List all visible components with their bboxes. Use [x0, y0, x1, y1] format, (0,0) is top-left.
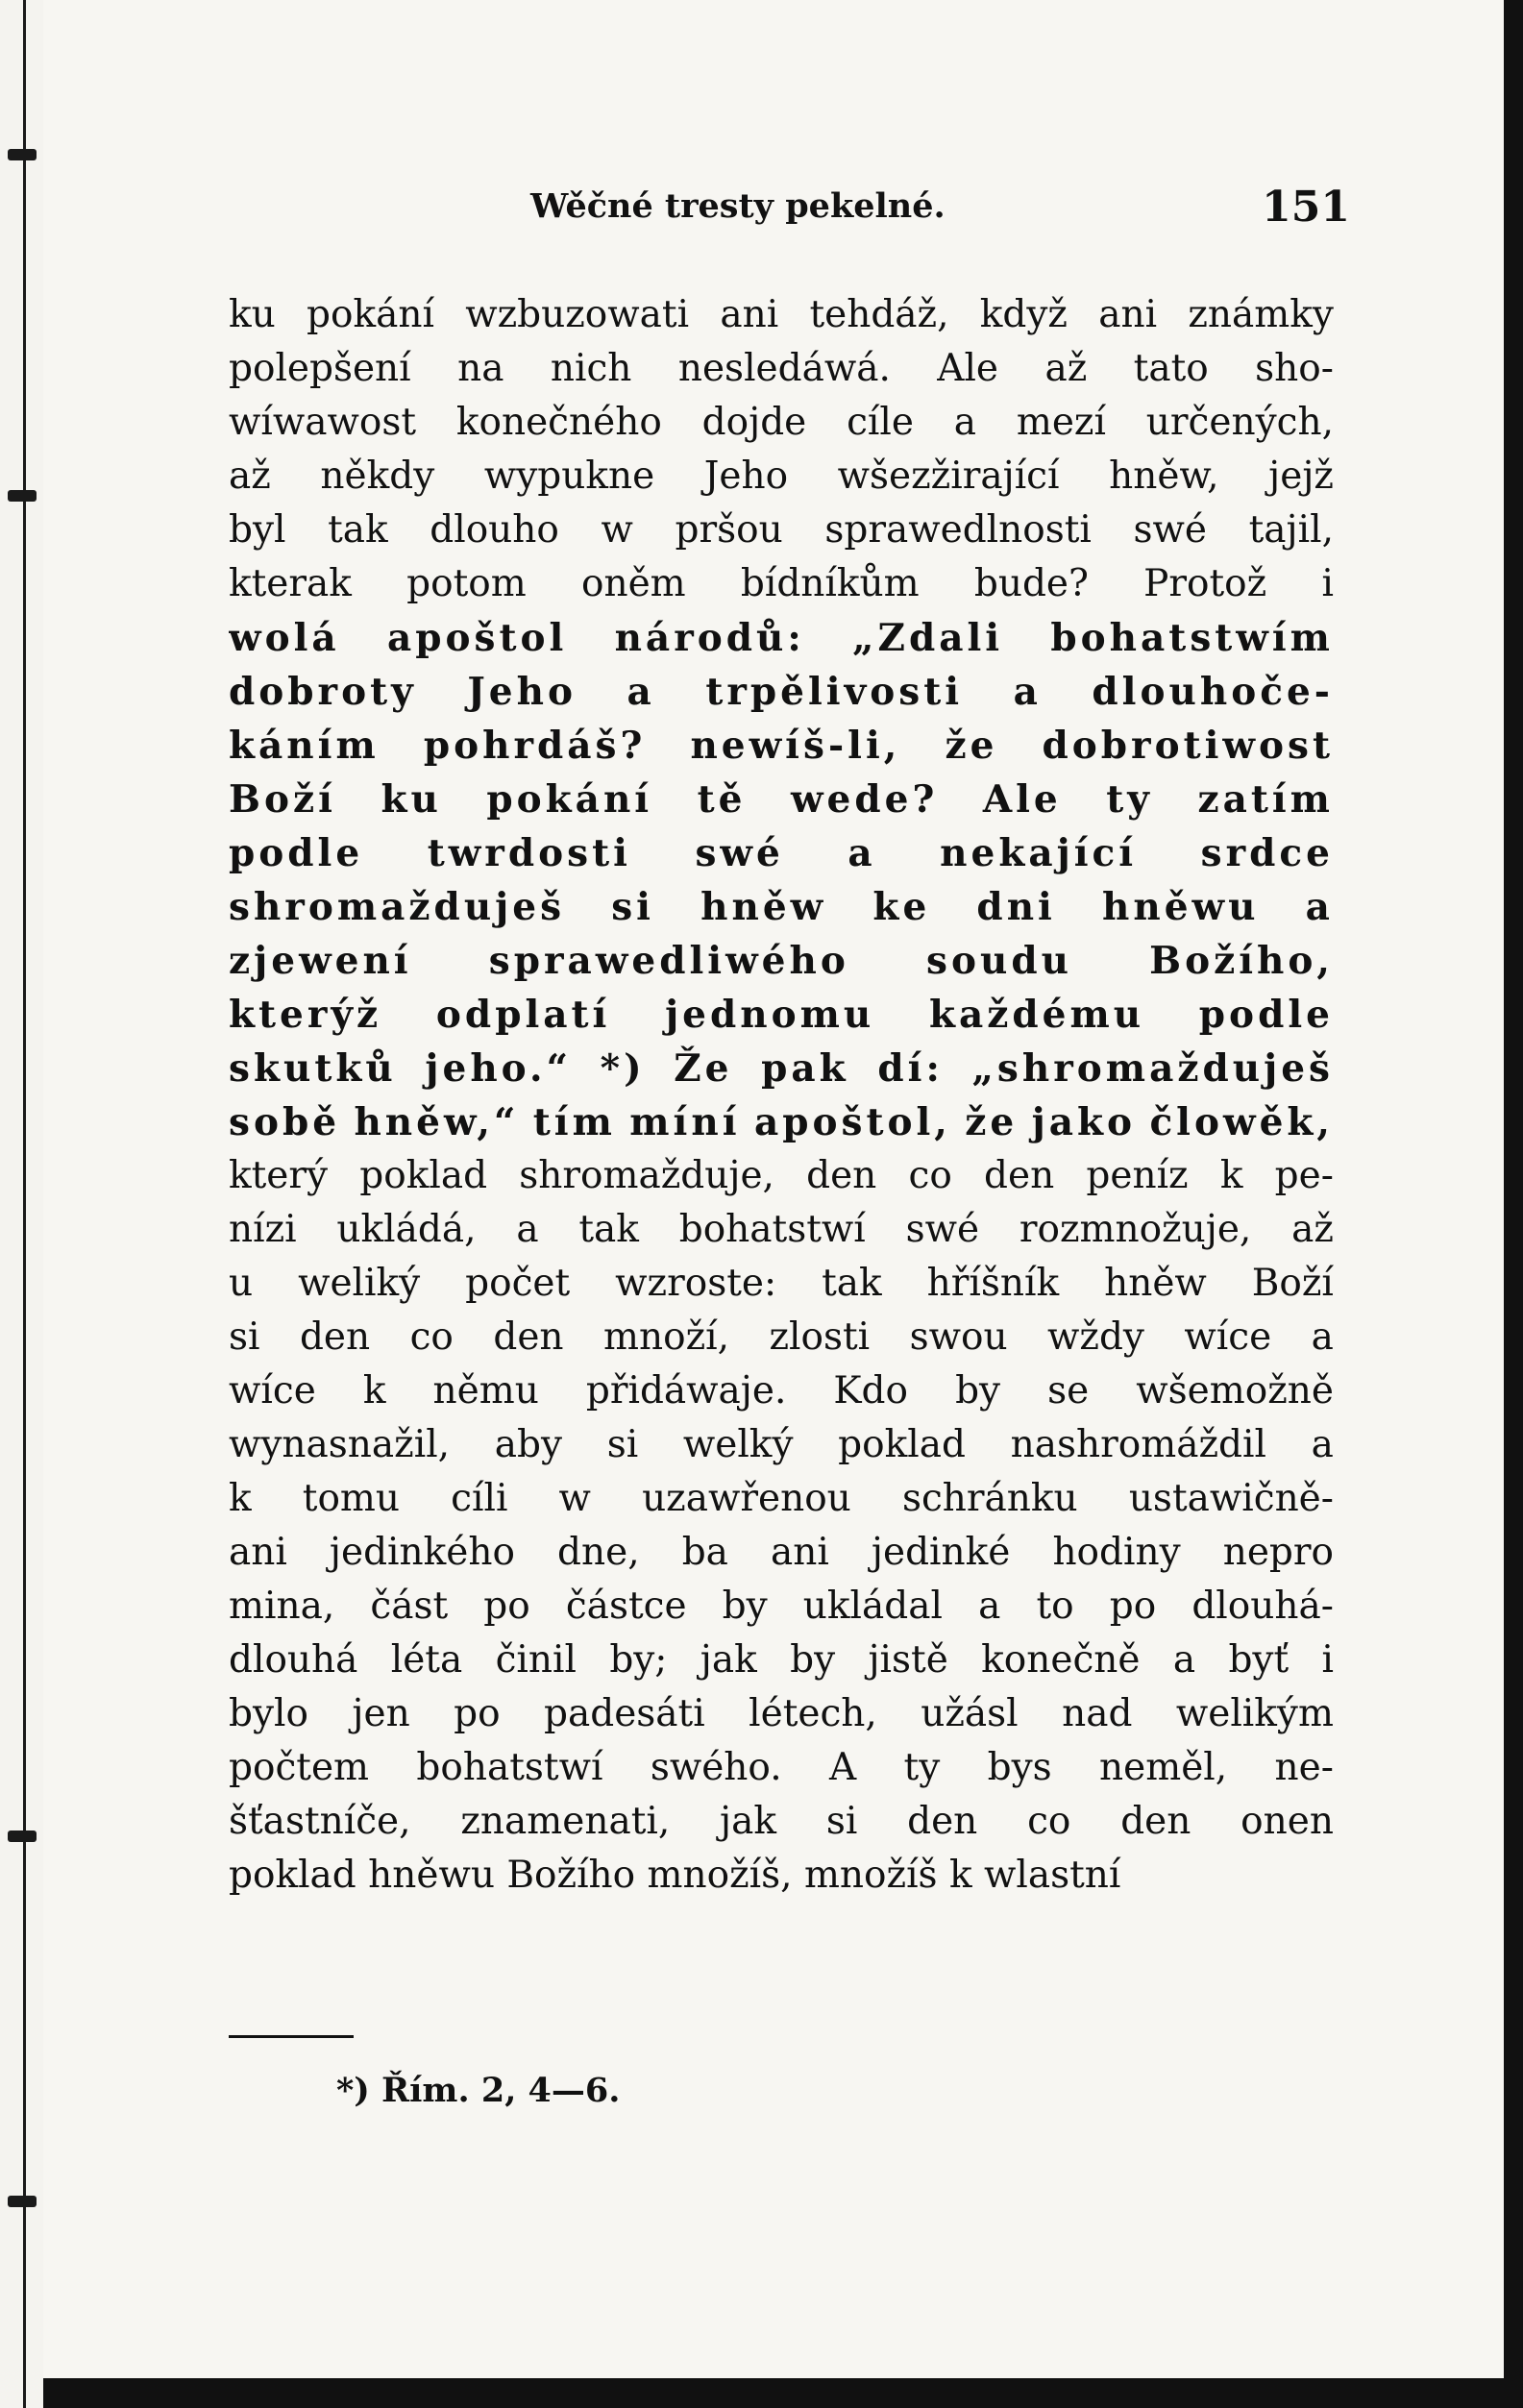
- text-line: wolá apoštol národů: „Zdali bohatstwím: [229, 616, 1334, 660]
- text-line: podle twrdosti swé a nekající srdce: [229, 831, 1334, 875]
- text-line: ku pokání wzbuzowati ani tehdáž, když ani známky: [229, 293, 1334, 336]
- binding-mark: [8, 1831, 37, 1842]
- text-line: počtem bohatstwí swého. A ty bys neměl, ne-: [229, 1746, 1334, 1789]
- text-line: sobě hněw,“ tím míní apoštol, že jako člowěk,: [229, 1100, 1334, 1144]
- text-line: ani jedinkého dne, ba ani jedinké hodiny nepro: [229, 1531, 1334, 1574]
- text-line: byl tak dlouho w pršou sprawedlnosti swé tajil,: [229, 508, 1334, 552]
- text-line: kterýž odplatí jednomu každému podle: [229, 993, 1334, 1037]
- text-line: káním pohrdáš? newíš-li, že dobrotiwost: [229, 724, 1334, 768]
- text-line: až někdy wypukne Jeho wšezžirající hněw, jejž: [229, 455, 1334, 498]
- text-line: u weliký počet wzroste: tak hříšník hněw Boží: [229, 1262, 1334, 1305]
- text-line: wíce k němu přidáwaje. Kdo by se wšemožně: [229, 1369, 1334, 1413]
- text-line: dobroty Jeho a trpělivosti a dlouhoče-: [229, 670, 1334, 714]
- text-line: wíwawost konečného dojde cíle a mezí určených,: [229, 401, 1334, 444]
- text-line: dlouhá léta činil by; jak by jistě konečně a byť i: [229, 1638, 1334, 1682]
- page-number: 151: [1262, 183, 1350, 232]
- footnote-rule: [229, 2035, 354, 2038]
- binding-mark: [8, 149, 37, 160]
- text-line: poklad hněwu Božího množíš, množíš k wlastní: [229, 1854, 1121, 1897]
- text-line: wynasnažil, aby si welký poklad nashromáždil a: [229, 1423, 1334, 1466]
- text-line: zjewení sprawedliwého soudu Božího,: [229, 939, 1334, 983]
- text-line: který poklad shromažduje, den co den peníz k pe-: [229, 1154, 1334, 1197]
- text-line: k tomu cíli w uzawřenou schránku ustawičně-: [229, 1477, 1334, 1520]
- scan-left-margin: [0, 0, 43, 2408]
- binding-mark: [8, 2196, 37, 2207]
- book-page: [43, 0, 1504, 2378]
- text-line: nízi ukládá, a tak bohatstwí swé rozmnožuje, až: [229, 1208, 1334, 1251]
- text-line: bylo jen po padesáti létech, užásl nad welikým: [229, 1692, 1334, 1735]
- text-line: polepšení na nich nesledáwá. Ale až tato sho-: [229, 347, 1334, 390]
- binding-line: [23, 0, 26, 2408]
- text-line: shromažduješ si hněw ke dni hněwu a: [229, 885, 1334, 929]
- footnote: *) Řím. 2, 4—6.: [336, 2071, 621, 2110]
- running-title: Wěčné tresty pekelné.: [530, 186, 946, 226]
- text-line: šťastníče, znamenati, jak si den co den onen: [229, 1800, 1334, 1843]
- text-line: si den co den množí, zlosti swou wždy wíce a: [229, 1315, 1334, 1359]
- text-line: skutků jeho.“ *) Že pak dí: „shromažduješ: [229, 1046, 1334, 1091]
- text-line: mina, část po částce by ukládal a to po dlouhá-: [229, 1585, 1334, 1628]
- body-text: [229, 288, 1334, 1903]
- binding-mark: [8, 490, 37, 502]
- text-line: kterak potom oněm bídníkům bude? Protož i: [229, 562, 1334, 605]
- page-header: [43, 183, 1504, 250]
- text-line: Boží ku pokání tě wede? Ale ty zatím: [229, 777, 1334, 822]
